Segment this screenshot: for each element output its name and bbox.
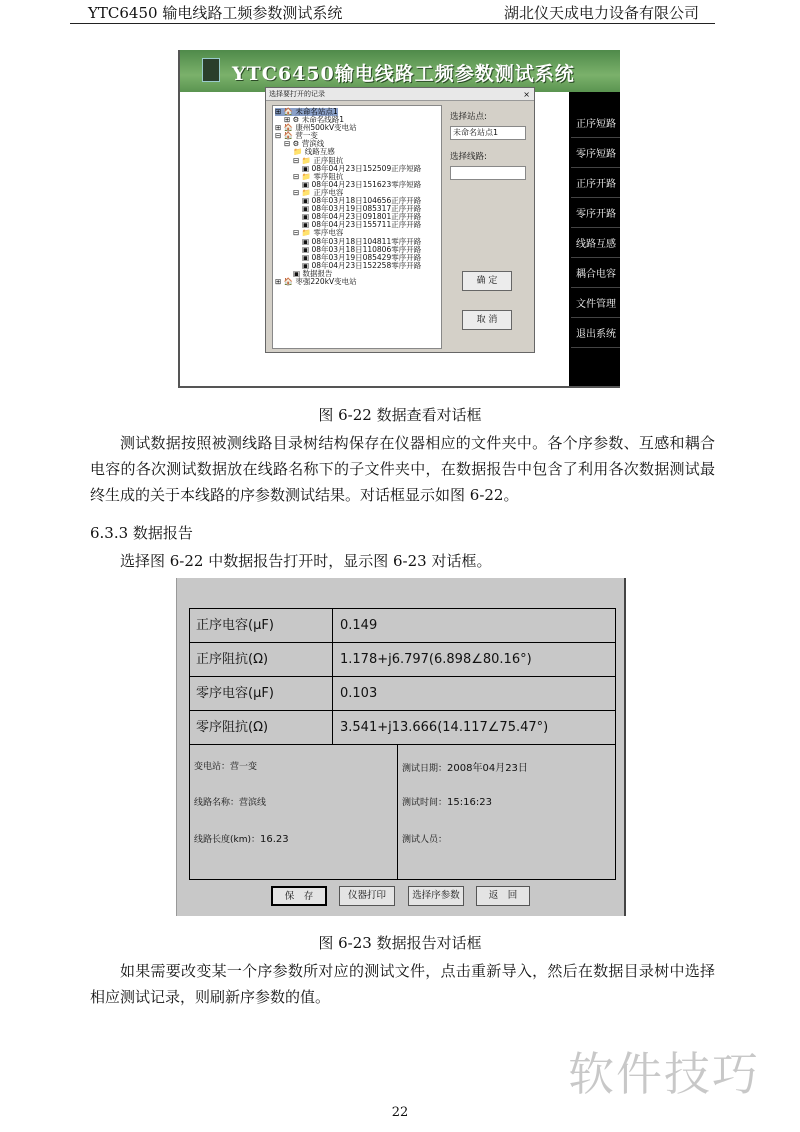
tree-node-label: ▣ 08年04月23日091801正序开路 (302, 212, 422, 222)
record-tree[interactable] (272, 105, 442, 349)
caption-6-22: 图 6-22 数据查看对话框 (318, 406, 482, 424)
tree-node-label: ⊞ ⚙ 未命名线路1 (284, 115, 345, 125)
tree-node-label: ▣ 08年03月18日104811零序开路 (302, 236, 422, 246)
station-field[interactable]: 未命名站点1 (450, 126, 526, 140)
side-btn-exit[interactable]: 退出系统 (571, 322, 620, 348)
section-heading: 6.3.3 数据报告 (90, 524, 193, 542)
paragraph-2 (90, 548, 715, 574)
dialog-title: 选择要打开的记录 (269, 90, 325, 98)
side-btn-positive-open[interactable]: 正序开路 (571, 172, 620, 198)
station-label: 选择站点: (450, 112, 487, 122)
test-date-value: 2008年04月23日 (447, 763, 528, 774)
row-label: 零序电容(μF) (190, 677, 333, 710)
select-params-button[interactable]: 选择序参数 (408, 886, 464, 906)
side-btn-zero-short[interactable]: 零序短路 (571, 142, 620, 168)
tree-node-label: ▣ 08年03月18日110806零序开路 (302, 244, 422, 254)
substation-text: 变电站：营一变 (194, 762, 258, 772)
test-date-label: 测试日期： (402, 764, 448, 774)
paragraph-1-text: 测试数据按照被测线路目录树结构保存在仪器相应的文件夹中。各个序参数、互感和耦合电容的各次测试数据放在线路名称下的子文件夹中，在数据报告中包含了利用各次数据测试最终生成的关于本线路的序参数测试结果。对话框显示如图 6-22。 (90, 434, 715, 504)
row-value: 0.103 (340, 686, 378, 701)
paragraph-1 (90, 430, 715, 508)
print-button[interactable]: 仪器打印 (339, 886, 395, 906)
tree-node-label: ▣ 08年04月23日152258零序开路 (302, 260, 422, 270)
tree-node-label: ▣ 08年04月23日152509正序短路 (302, 163, 422, 173)
tree-node-label: ▣ 08年04月23日155711正序开路 (302, 220, 422, 230)
tree-node-label: ⊞ 🏠 枣强220kV变电站 (275, 276, 357, 286)
tree-node-label: ⊟ 📁 正序阻抗 (293, 155, 344, 165)
page-number: 22 (391, 1105, 409, 1120)
tree-node-label: ▣ 数据报告 (293, 268, 333, 278)
cancel-button[interactable]: 取 消 (462, 310, 512, 330)
close-icon[interactable]: × (523, 90, 530, 99)
tree-node-label: ⊟ 📁 正序电容 (293, 187, 344, 197)
ok-button[interactable]: 确 定 (462, 271, 512, 291)
table-row (190, 711, 616, 745)
app-banner (180, 50, 620, 92)
paragraph-2-text: 选择图 6-22 中数据报告打开时，显示图 6-23 对话框。 (120, 552, 492, 570)
header-right: 湖北仪天成电力设备有限公司 (503, 4, 699, 22)
side-btn-file[interactable]: 文件管理 (571, 292, 620, 318)
table-row (190, 677, 616, 711)
test-time-value: 15:16:23 (447, 797, 492, 808)
save-button[interactable]: 保 存 (271, 886, 327, 906)
tester-text: 测试人员： (402, 835, 448, 845)
tree-node-label: ⊟ 📁 零序阻抗 (293, 171, 344, 181)
test-time (402, 795, 492, 808)
page-header (70, 0, 715, 24)
tree-node-label: ⊟ ⚙ 营滨线 (284, 139, 325, 149)
figure-report-dialog (176, 578, 626, 916)
tree-node-label: ▣ 08年03月19日085429零序开路 (302, 252, 422, 262)
row-value: 0.149 (340, 618, 378, 633)
line-name-text: 线路名称：营滨线 (194, 798, 267, 808)
test-time-label: 测试时间： (402, 798, 448, 808)
table-row (190, 643, 616, 677)
side-menu (569, 92, 620, 388)
test-date (402, 759, 528, 774)
back-button[interactable]: 返 回 (476, 886, 530, 906)
tree-node[interactable] (273, 278, 441, 286)
app-title: YTC6450输电线路工频参数测试系统 (232, 63, 575, 85)
line-length-value: 16.23 (260, 834, 289, 845)
line-length (194, 832, 289, 845)
line-label: 选择线路: (450, 152, 487, 162)
tree-node-label: ⊟ 🏠 营一变 (275, 131, 318, 141)
side-btn-positive-short[interactable]: 正序短路 (571, 112, 620, 138)
side-btn-zero-open[interactable]: 零序开路 (571, 202, 620, 228)
row-value: 1.178+j6.797(6.898∠80.16°) (340, 652, 532, 667)
report-info (190, 745, 616, 880)
tree-node-label: 📁 线路互感 (293, 147, 335, 157)
tree-node-label: ▣ 08年04月23日151623零序短路 (302, 179, 422, 189)
tree-node-label: ▣ 08年03月18日104656正序开路 (302, 196, 422, 206)
side-btn-coupling[interactable]: 耦合电容 (571, 262, 620, 288)
info-divider (397, 745, 398, 880)
tree-node-label: ⊞ 🏠 未命名站点1 (275, 107, 338, 116)
side-btn-mutual[interactable]: 线路互感 (571, 232, 620, 258)
dialog-titlebar (266, 88, 534, 101)
open-record-dialog (265, 87, 535, 353)
figure-data-view-dialog (178, 50, 620, 388)
row-value: 3.541+j13.666(14.117∠75.47°) (340, 720, 549, 735)
tree-node-label: ⊟ 📁 零序电容 (293, 228, 344, 238)
row-label: 零序阻抗(Ω) (190, 711, 333, 744)
computer-icon (202, 58, 220, 82)
header-left: YTC6450 输电线路工频参数测试系统 (88, 4, 343, 22)
line-field[interactable] (450, 166, 526, 180)
row-label: 正序电容(μF) (190, 609, 333, 642)
paragraph-3-text: 如果需要改变某一个序参数所对应的测试文件，点击重新导入，然后在数据目录树中选择相应测试记录，则刷新序参数的值。 (90, 962, 715, 1006)
watermark-text: 软件技巧 (568, 1047, 760, 1101)
paragraph-3 (90, 958, 715, 1010)
line-length-label: 线路长度(km)： (194, 835, 261, 845)
tree-node-label: ⊞ 🏠 康州500kV变电站 (275, 123, 357, 133)
tree-node-label: ▣ 08年03月19日085317正序开路 (302, 204, 422, 214)
table-row (190, 609, 616, 643)
caption-6-23: 图 6-23 数据报告对话框 (318, 934, 482, 952)
row-label: 正序阻抗(Ω) (190, 643, 333, 676)
report-table (189, 608, 616, 880)
